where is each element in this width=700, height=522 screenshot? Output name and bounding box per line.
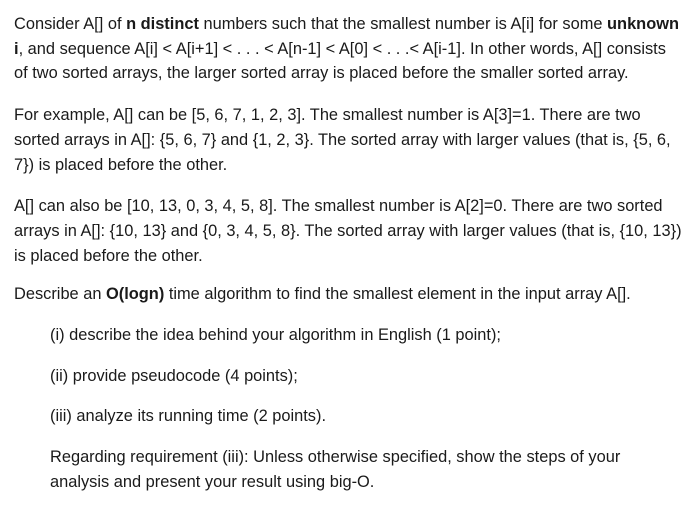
requirement-1: (i) describe the idea behind your algorithm in English (1 point);: [50, 326, 501, 345]
task-text-post: time algorithm to find the smallest element in the input array A[].: [164, 285, 631, 304]
intro-text-3: , and sequence A[i] < A[i+1] < . . . < A[n-1] < A[0] < . . .< A[i-1]. In other words, A[] consists of two sorted arrays, the larger sorted array is placed before the smaller sorted array.: [14, 39, 666, 83]
intro-text-2: numbers such that the smallest number is A[i] for some: [198, 15, 608, 33]
requirement-2: (ii) provide pseudocode (4 points);: [50, 366, 298, 385]
task-text-pre: Describe an: [14, 285, 107, 304]
example-2-paragraph: A[] can also be [10, 13, 0, 3, 4, 5, 8]. The smallest number is A[2]=0. There are two sorted arrays in A[]: {10, 13} and {0, 3, 4, 5, 8}. The sorted array with larger values (that is, {10, 13}) is placed before the other.: [14, 197, 682, 265]
intro-paragraph: [14, 12, 684, 86]
requirement-3: (iii) analyze its running time (2 points).: [50, 407, 327, 426]
task-paragraph: [14, 282, 684, 307]
intro-bold-unknown-i: unknown i: [14, 15, 679, 58]
note-paragraph: Regarding requirement (iii): Unless otherwise specified, show the steps of your analysis and present your result using big-O.: [50, 448, 621, 491]
task-bold-complexity: O(logn): [106, 285, 165, 304]
intro-bold-n-distinct: n distinct: [126, 15, 199, 33]
example-1-paragraph: For example, A[] can be [5, 6, 7, 1, 2, 3]. The smallest number is A[3]=1. There are two sorted arrays in A[]: {5, 6, 7} and {1, 2, 3}. The sorted array with larger values (that is, {5, 6, 7}) is placed before the other.: [14, 106, 671, 174]
intro-text-1: Consider A[] of: [14, 15, 127, 33]
